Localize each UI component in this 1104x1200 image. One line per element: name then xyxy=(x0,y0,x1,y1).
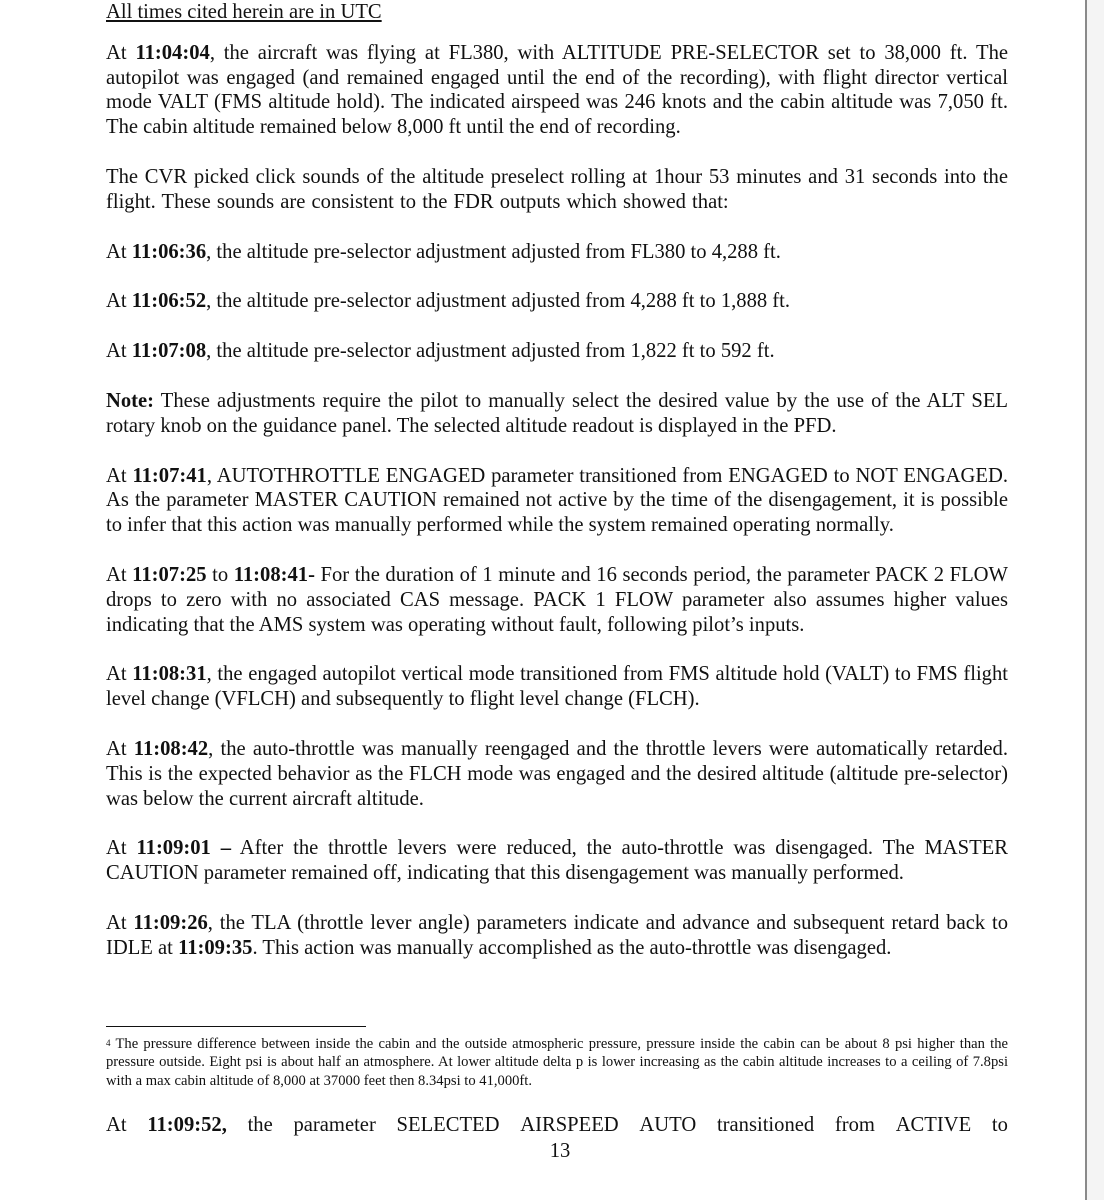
timestamp: 11:04:04 xyxy=(135,41,210,64)
paragraph-11-06-36: At 11:06:36, the altitude pre-selector adjustment adjusted from FL380 to 4,288 ft. xyxy=(106,240,781,263)
paragraph-11-09-01: At 11:09:01 – After the throttle levers were reduced, the auto-throttle was disengaged. The MASTER CAUTION parameter remained off, indicating that this disengagement was manually performed. xyxy=(106,837,1008,885)
word: parameter xyxy=(293,1114,376,1136)
timestamp: 11:07:08 xyxy=(131,340,207,363)
timestamp: 11:06:36 xyxy=(131,240,207,263)
word: to xyxy=(991,1114,1008,1136)
timestamp: 11:08:41- xyxy=(233,563,315,586)
timestamp: 11:06:52 xyxy=(131,290,207,313)
paragraph-11-08-31: At 11:08:31, the engaged autopilot vertical mode transitioned from FMS altitude hold (VALT) to FMS flight level change (VFLCH) and subsequently to flight level change (FLCH). xyxy=(106,663,1008,711)
note-label: Note: xyxy=(106,389,155,412)
timestamp: 11:07:25 xyxy=(132,563,207,586)
timestamp: 11:09:52, xyxy=(147,1114,227,1136)
word: SELECTED xyxy=(396,1114,500,1136)
footnote-separator xyxy=(106,1026,366,1027)
footnote-4: $^4$ The pressure difference between inside the cabin and the outside atmospheric pressure, pressure inside the cabin can be about 8 psi higher than the pressure outside. Eight psi is about half an atmosphere. At lower altitude delta p is lower increasing as the cabin altitude increases to a ceiling of 7.8psi with a max cabin altitude of 8,000 at 37000 feet then 8.34psi to 41,000ft. xyxy=(106,1036,1008,1089)
word: AUTO xyxy=(639,1114,697,1136)
timestamp: 11:09:35 xyxy=(178,936,253,959)
viewer-scroll-gutter[interactable] xyxy=(1087,0,1104,1200)
word: ACTIVE xyxy=(895,1114,972,1136)
timestamp: 11:08:42 xyxy=(133,737,209,760)
timestamp: 11:09:01 – xyxy=(136,837,232,860)
paragraph-11-08-42: At 11:08:42, the auto-throttle was manually reengaged and the throttle levers were automatically retarded. This is the expected behavior as the FLCH mode was engaged and the desired altitude (altitude pre-selector) was below the current aircraft altitude. xyxy=(106,737,1008,810)
timestamp: 11:08:31 xyxy=(132,663,207,686)
word: the xyxy=(247,1114,273,1136)
paragraph-11-06-52: At 11:06:52, the altitude pre-selector adjustment adjusted from 4,288 ft to 1,888 ft. xyxy=(106,290,791,313)
word: transitioned xyxy=(716,1114,815,1136)
timestamp: 11:07:41 xyxy=(132,464,207,487)
word: AIRSPEED xyxy=(520,1114,619,1136)
word: At xyxy=(106,1114,127,1136)
paragraph-11-07-25: At 11:07:25 to 11:08:41- For the duration of 1 minute and 16 seconds period, the parameter PACK 2 FLOW drops to zero with no associated CAS message. PACK 1 FLOW parameter also assumes higher values indicating that the AMS system was operating without fault, following pilot’s inputs. xyxy=(106,563,1008,636)
paragraph-11-09-52 xyxy=(106,1113,1008,1138)
paragraph-11-09-26: At 11:09:26, the TLA (throttle lever angle) parameters indicate and advance and subsequent retard back to IDLE at 11:09:35. This action was manually accomplished as the auto-throttle was disengaged. xyxy=(106,911,1008,959)
report-body xyxy=(106,0,1008,961)
timestamp: 11:09:26 xyxy=(133,911,208,934)
paragraph-11-07-41: At 11:07:41, AUTOTHROTTLE ENGAGED parameter transitioned from ENGAGED to NOT ENGAGED. As the parameter MASTER CAUTION remained not active by the time of the disengagement, it is possible to infer that this action was manually performed while the system remained operating normally. xyxy=(106,464,1008,537)
paragraph-11-07-08: At 11:07:08, the altitude pre-selector adjustment adjusted from 1,822 ft to 592 ft. xyxy=(106,340,775,363)
utc-note: All times cited herein are in UTC xyxy=(106,1,382,23)
page-number: 13 xyxy=(549,1140,571,1162)
note-paragraph: Note: These adjustments require the pilot to manually select the desired value by the use of the ALT SEL rotary knob on the guidance panel. The selected altitude readout is displayed in the PFD. xyxy=(106,389,1008,437)
word: from xyxy=(834,1114,875,1136)
footnote-marker: 4 xyxy=(106,1038,111,1048)
paragraph-11-04-04: At 11:04:04, the aircraft was flying at FL380, with ALTITUDE PRE-SELECTOR set to 38,000 ft. The autopilot was engaged (and remained engaged until the end of the recording), with flight director vertical mode VALT (FMS altitude hold). The indicated airspeed was 246 knots and the cabin altitude was 7,050 ft. The cabin altitude remained below 8,000 ft until the end of recording. xyxy=(106,41,1009,139)
paragraph-cvr: The CVR picked click sounds of the altitude preselect rolling at 1hour 53 minutes and 31 seconds into the flight. These sounds are consistent to the FDR outputs which showed that: xyxy=(106,165,1008,213)
